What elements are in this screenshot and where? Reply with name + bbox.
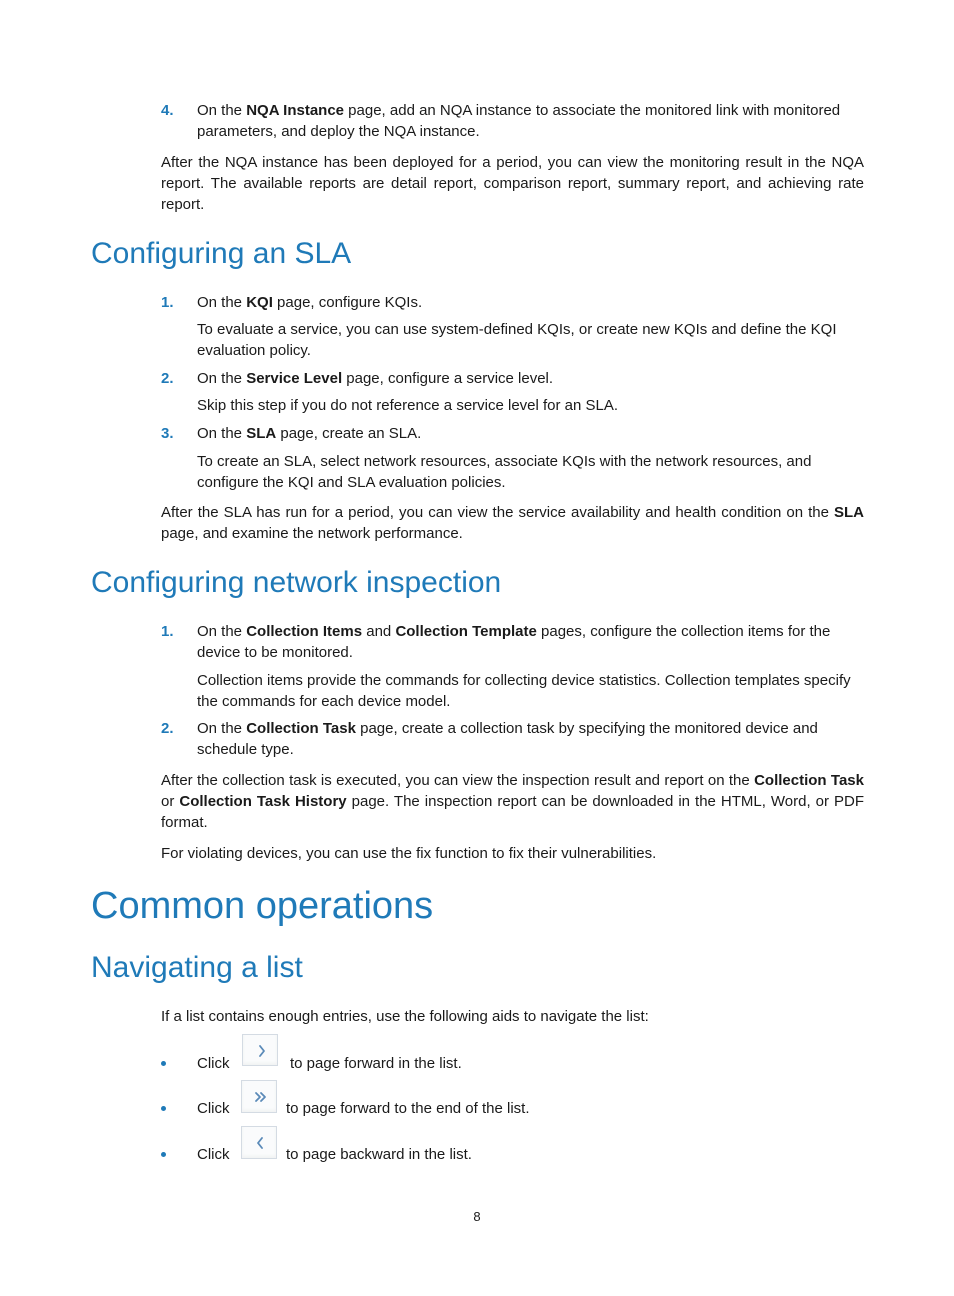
text-span: pages, configure the collection items for the device to be monitored. bbox=[197, 623, 831, 661]
text-span: On the bbox=[197, 294, 247, 311]
step-number: 2. bbox=[161, 370, 174, 387]
bullet-text: to page backward in the list. bbox=[286, 1146, 472, 1163]
text-span: page, configure KQIs. bbox=[272, 294, 423, 311]
previous-page-icon bbox=[242, 1127, 278, 1160]
ui-term: NQA Instance bbox=[246, 102, 345, 119]
ui-term: Collection Items bbox=[246, 623, 363, 640]
step-number: 1. bbox=[161, 623, 174, 640]
text-span: page, create an SLA. bbox=[276, 425, 422, 442]
last-page-icon bbox=[242, 1081, 278, 1114]
paragraph bbox=[161, 770, 864, 833]
paragraph: For violating devices, you can use the fix function to fix their vulnerabilities. bbox=[161, 845, 657, 862]
ui-term: SLA bbox=[246, 425, 277, 442]
step-text bbox=[197, 100, 865, 142]
paragraph bbox=[161, 502, 864, 544]
step-number: 3. bbox=[161, 425, 174, 442]
step-note: To create an SLA, select network resources, associate KQIs with the network resources, and configure the KQI and SLA evaluation policies. bbox=[197, 453, 812, 491]
bullet-text: Click bbox=[197, 1100, 230, 1117]
text-span: On the bbox=[197, 370, 247, 387]
step-number: 1. bbox=[161, 294, 174, 311]
paragraph: If a list contains enough entries, use the following aids to navigate the list: bbox=[161, 1008, 649, 1025]
ui-term: Service Level bbox=[246, 370, 343, 387]
step-note: Skip this step if you do not reference a service level for an SLA. bbox=[197, 397, 619, 414]
previous-page-button[interactable] bbox=[241, 1126, 277, 1159]
text-span: After the collection task is executed, you can view the inspection result and report on the bbox=[161, 772, 755, 789]
bullet-text: Click bbox=[197, 1146, 230, 1163]
bullet-text: Click bbox=[197, 1055, 230, 1072]
bullet-text: to page forward in the list. bbox=[290, 1055, 462, 1072]
step-text bbox=[197, 621, 865, 663]
chapter-heading: Common operations bbox=[91, 885, 434, 927]
step-text bbox=[197, 718, 865, 760]
text-span: page, create a collection task by specifying the monitored device and schedule type. bbox=[197, 720, 818, 758]
bullet-dot bbox=[161, 1152, 166, 1157]
text-span: page. The inspection report can be downloaded in the HTML, Word, or PDF format. bbox=[161, 793, 864, 831]
ui-term: Collection Task bbox=[754, 772, 864, 789]
page-number: 8 bbox=[473, 1209, 481, 1224]
ui-term: Collection Task bbox=[246, 720, 356, 737]
section-heading-sla: Configuring an SLA bbox=[91, 237, 352, 270]
text-span: After the SLA has run for a period, you can view the service availability and health condition on the bbox=[161, 504, 834, 521]
next-page-icon bbox=[243, 1035, 279, 1067]
bullet-text: to page forward to the end of the list. bbox=[286, 1100, 530, 1117]
step-text bbox=[197, 292, 865, 313]
ui-term: SLA bbox=[834, 504, 864, 521]
text-span: page, and examine the network performance. bbox=[161, 525, 463, 542]
ui-term: KQI bbox=[246, 294, 273, 311]
text-span: and bbox=[362, 623, 396, 640]
next-page-button[interactable] bbox=[242, 1034, 278, 1066]
text-span: On the bbox=[197, 720, 247, 737]
paragraph: After the NQA instance has been deployed for a period, you can view the monitoring result in the NQA report. The available reports are detail report, comparison report, summary report, and achieving rate report. bbox=[161, 154, 864, 213]
text-span: page, add an NQA instance to associate the monitored link with monitored parameters, and deploy the NQA instance. bbox=[197, 102, 841, 140]
bullet-dot bbox=[161, 1106, 166, 1111]
step-text bbox=[197, 368, 865, 389]
step-number: 4. bbox=[161, 102, 174, 119]
step-number: 2. bbox=[161, 720, 174, 737]
text-span: On the bbox=[197, 623, 247, 640]
text-span: On the bbox=[197, 102, 247, 119]
last-page-button[interactable] bbox=[241, 1080, 277, 1113]
ui-term: Collection Task History bbox=[179, 793, 347, 810]
section-heading-navigating: Navigating a list bbox=[91, 951, 303, 984]
step-text bbox=[197, 423, 865, 444]
section-heading-inspection: Configuring network inspection bbox=[91, 566, 502, 599]
text-span: On the bbox=[197, 425, 247, 442]
text-span: page, configure a service level. bbox=[342, 370, 554, 387]
step-note: Collection items provide the commands for collecting device statistics. Collection templates specify the commands for each device model. bbox=[197, 672, 851, 710]
ui-term: Collection Template bbox=[395, 623, 537, 640]
step-note: To evaluate a service, you can use system-defined KQIs, or create new KQIs and define the KQI evaluation policy. bbox=[197, 321, 837, 359]
text-span: or bbox=[161, 793, 180, 810]
bullet-dot bbox=[161, 1061, 166, 1066]
